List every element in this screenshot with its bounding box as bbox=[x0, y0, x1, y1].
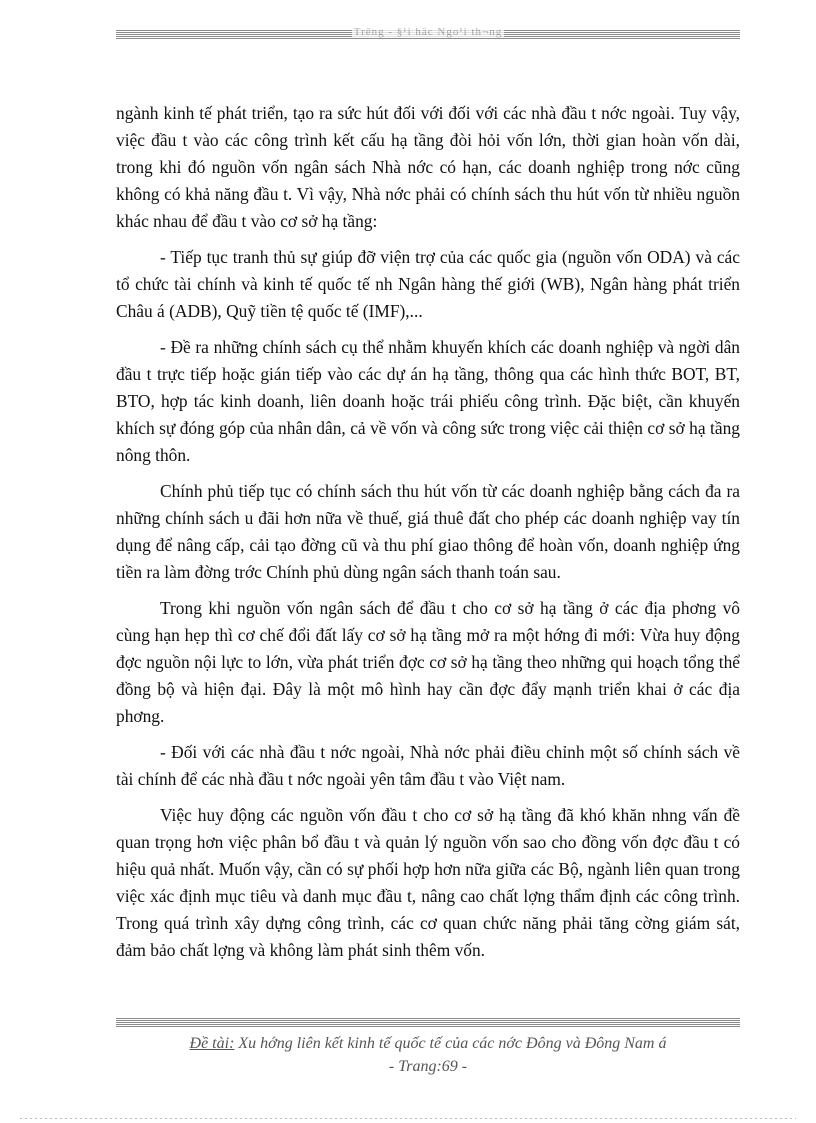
running-header bbox=[116, 25, 740, 39]
paragraph-3: - Đề ra những chính sách cụ thể nhằm khuyến khích các doanh nghiệp và ngời dân đầu t trực tiếp hoặc gián tiếp vào các dự án hạ tầng, thông qua các hình thức BOT, BT, BTO, hợp tác kinh doanh, liên doanh hoặc trái phiếu công trình. Đặc biệt, cần khuyến khích sự đóng góp của nhân dân, cả về vốn và công sức trong việc cải thiện cơ sở hạ tầng nông thôn. bbox=[116, 337, 740, 465]
footer-title-text: Xu hớng liên kết kinh tế quốc tế của các nớc Đông và Đông Nam á bbox=[238, 1035, 667, 1052]
bottom-dotted-rule bbox=[20, 1118, 796, 1119]
paragraph-7: Việc huy động các nguồn vốn đầu t cho cơ sở hạ tầng đã khó khăn nhng vấn đề quan trọng hơn việc phân bổ đầu t và quản lý nguồn vốn sao cho đồng vốn đợc đầu t có hiệu quả nhất. Muốn vậy, cần có sự phối hợp hơn nữa giữa các Bộ, ngành liên quan trong việc xác định mục tiêu và danh mục đầu t, nâng cao chất lợng thẩm định các công trình. Trong quá trình xây dựng công trình, các cơ quan chức năng phải tăng cờng giám sát, đảm bảo chất lợng và không làm phát sinh thêm vốn. bbox=[116, 805, 740, 960]
footer-title bbox=[116, 1034, 740, 1054]
footer-label: Đề tài: bbox=[189, 1035, 235, 1052]
paragraph-6: - Đối với các nhà đầu t nớc ngoài, Nhà nớc phải điều chỉnh một số chính sách về tài chính để các nhà đầu t nớc ngoài yên tâm đầu t vào Việt nam. bbox=[116, 742, 740, 789]
paragraph-2: - Tiếp tục tranh thủ sự giúp đỡ viện trợ của các quốc gia (nguồn vốn ODA) và các tổ chức tài chính và kinh tế quốc tế nh Ngân hàng thế giới (WB), Ngân hàng phát triển Châu á (ADB), Quỹ tiền tệ quốc tế (IMF),... bbox=[116, 247, 740, 321]
paragraph-5: Trong khi nguồn vốn ngân sách để đầu t cho cơ sở hạ tầng ở các địa phơng vô cùng hạn hẹp thì cơ chế đổi đất lấy cơ sở hạ tầng mở ra một hớng đi mới: Vừa huy động đợc nguồn nội lực to lớn, vừa phát triển đợc cơ sở hạ tầng theo những qui hoạch tổng thể đồng bộ và hiện đại. Đây là một mô hình hay cần đợc đẩy mạnh triển khai ở các địa phơng. bbox=[116, 598, 740, 726]
header-text: Trêng - §¹i häc Ngo¹i th¬ng bbox=[353, 26, 503, 38]
document-body bbox=[116, 100, 740, 973]
footer-rule bbox=[116, 1018, 740, 1027]
page-number: - Trang:69 - bbox=[388, 1058, 468, 1075]
paragraph-1: ngành kinh tế phát triển, tạo ra sức hút đối với đối với các nhà đầu t nớc ngoài. Tuy vậy, việc đầu t vào các công trình kết cấu hạ tầng đòi hỏi vốn lớn, thời gian hoàn vốn dài, trong khi đó nguồn vốn ngân sách Nhà nớc có hạn, các doanh nghiệp trong nớc cũng không có khả năng đầu t. Vì vậy, Nhà nớc phải có chính sách thu hút vốn từ nhiều nguồn khác nhau để đầu t vào cơ sở hạ tầng: bbox=[116, 103, 740, 231]
paragraph-4: Chính phủ tiếp tục có chính sách thu hút vốn từ các doanh nghiệp bằng cách đa ra những chính sách u đãi hơn nữa về thuế, giá thuê đất cho phép các doanh nghiệp vay tín dụng để nâng cấp, cải tạo đờng cũ và thu phí giao thông để hoàn vốn, doanh nghiệp ứng tiền ra làm đờng trớc Chính phủ dùng ngân sách thanh toán sau. bbox=[116, 481, 740, 582]
